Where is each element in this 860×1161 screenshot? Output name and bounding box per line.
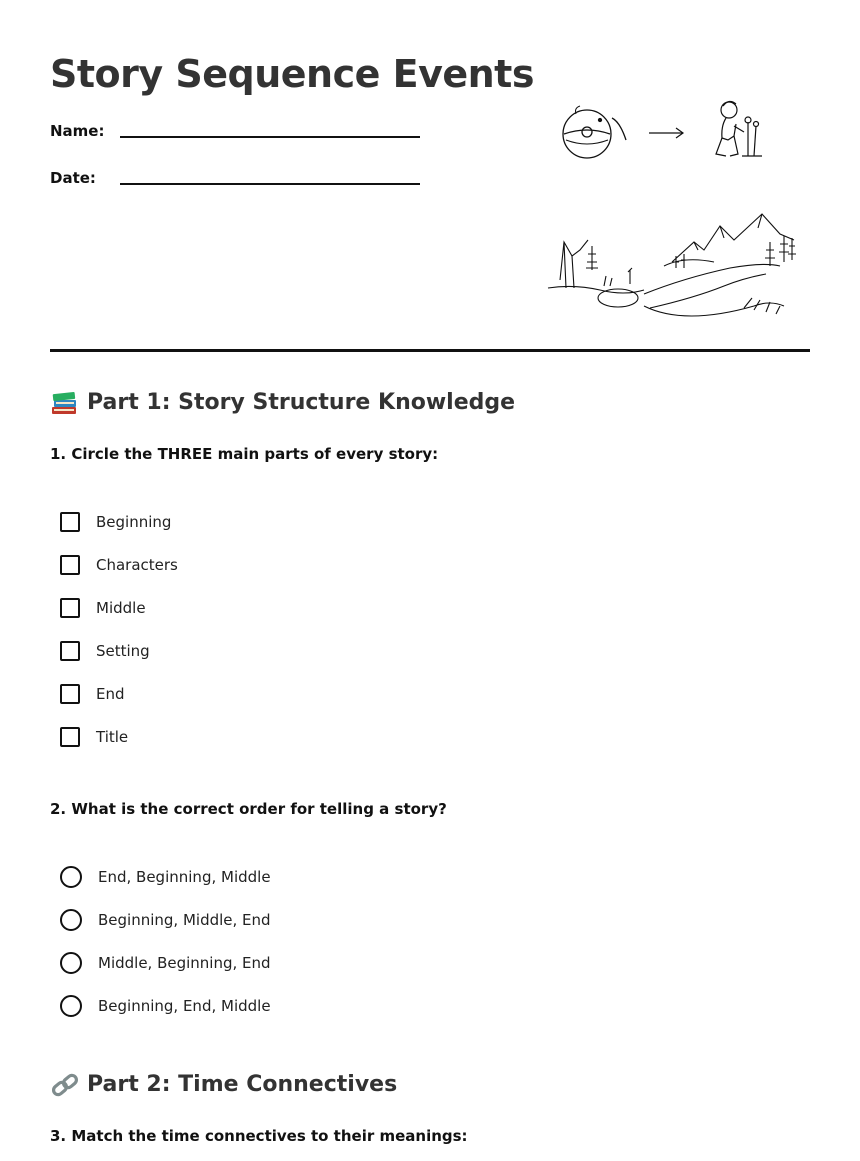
part2-heading (50, 1070, 397, 1100)
question-2: 2. What is the correct order for telling a story? (50, 800, 447, 818)
radio-button[interactable] (60, 909, 82, 931)
part1-heading (50, 388, 515, 418)
q1-option[interactable] (60, 638, 150, 664)
q2-option-label: Middle, Beginning, End (98, 954, 271, 972)
q1-option-label: Middle (96, 599, 146, 617)
arrow-right-icon (649, 128, 683, 138)
q1-option-label: End (96, 685, 125, 703)
books-icon (50, 389, 80, 417)
q2-option-label: End, Beginning, Middle (98, 868, 271, 886)
river-icon (644, 264, 784, 316)
date-label: Date: (50, 169, 96, 187)
q1-option-label: Beginning (96, 513, 172, 531)
checkbox[interactable] (60, 512, 80, 532)
stone-icon (598, 289, 638, 307)
section-divider (50, 349, 810, 352)
rock-pillar-icon (560, 240, 588, 288)
question-1: 1. Circle the THREE main parts of every story: (50, 445, 439, 463)
q2-option[interactable] (60, 864, 271, 890)
radio-button[interactable] (60, 866, 82, 888)
tree-icon (586, 246, 598, 270)
name-label: Name: (50, 122, 105, 140)
q1-option-label: Title (96, 728, 129, 746)
q1-option[interactable] (60, 681, 125, 707)
q2-option-label: Beginning, End, Middle (98, 997, 271, 1015)
link-icon (50, 1071, 80, 1099)
q1-option[interactable] (60, 509, 171, 535)
part1-heading-text: Part 1: Story Structure Knowledge (87, 390, 516, 415)
q1-option[interactable] (60, 552, 178, 578)
q2-option[interactable] (60, 907, 271, 933)
mountains-icon (672, 214, 794, 262)
name-input-line[interactable] (120, 136, 420, 138)
q1-option-label: Characters (96, 556, 178, 574)
checkbox[interactable] (60, 598, 80, 618)
checkbox[interactable] (60, 727, 80, 747)
q2-option[interactable] (60, 993, 271, 1019)
question-3: 3. Match the time connectives to their meanings: (50, 1127, 468, 1145)
checkbox[interactable] (60, 555, 80, 575)
q1-option-label: Setting (96, 642, 150, 660)
sequence-illustration (556, 96, 776, 166)
radio-button[interactable] (60, 995, 82, 1017)
q1-option[interactable] (60, 595, 146, 621)
kiwi-bird-icon (563, 106, 626, 158)
part2-heading-text: Part 2: Time Connectives (87, 1072, 398, 1097)
q2-option[interactable] (60, 950, 271, 976)
radio-button[interactable] (60, 952, 82, 974)
landscape-illustration (544, 206, 804, 322)
q1-option[interactable] (60, 724, 128, 750)
checkbox[interactable] (60, 641, 80, 661)
checkbox[interactable] (60, 684, 80, 704)
date-input-line[interactable] (120, 183, 420, 185)
worksheet-title: Story Sequence Events (50, 52, 534, 96)
q2-option-label: Beginning, Middle, End (98, 911, 271, 929)
child-planting-icon (716, 101, 762, 156)
